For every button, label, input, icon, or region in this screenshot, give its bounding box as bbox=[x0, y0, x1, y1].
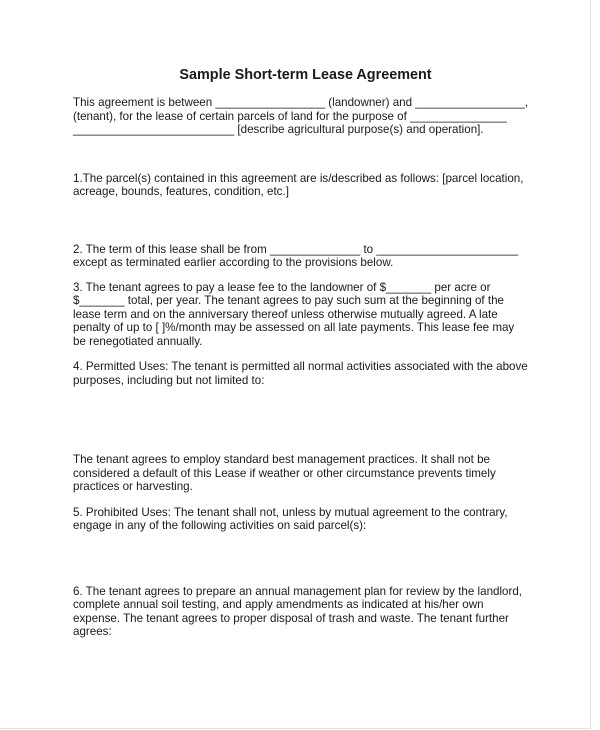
clause-3-lease-fee: 3. The tenant agrees to pay a lease fee to the landowner of $_______ per acre or $_______ total, per year. The tenant agrees to pay such sum at the beginning of the lease term and on the anniversary thereof unless otherwise mutually agreed. A late penalty of up to [ ]%/month may be assessed on all late payments. This lease fee may be renegotiated annually. bbox=[73, 280, 515, 348]
clause-1-parcels: 1.The parcel(s) contained in this agreement are is/described as follows: [parcel location, acreage, bounds, features, condition, etc.] bbox=[73, 171, 524, 198]
clause-2-term: 2. The term of this lease shall be from ______________ to ______________________ except as terminated earlier according to the provisions below. bbox=[73, 242, 519, 269]
clause-5-prohibited-uses: 5. Prohibited Uses: The tenant shall not, unless by mutual agreement to the contrary, engage in any of the following activities on said parcel(s): bbox=[73, 505, 508, 532]
intro-paragraph: This agreement is between _________________ (landowner) and _________________, (tenant), for the lease of certain parcels of land for the purpose of _______________ _________________________ [describe agricultural purpose(s) and operation]. bbox=[73, 96, 529, 136]
clause-4-permitted-uses: 4. Permitted Uses: The tenant is permitted all normal activities associated with the above purposes, including but not limited to: bbox=[73, 360, 528, 387]
clause-6-management-plan: 6. The tenant agrees to prepare an annual management plan for review by the landlord, complete annual soil testing, and apply amendments as indicated at his/her own expense. The tenant agrees to proper disposal of trash and waste. The tenant further agrees: bbox=[73, 584, 523, 638]
best-practices-paragraph: The tenant agrees to employ standard best management practices. It shall not be considered a default of this Lease if weather or other circumstance prevents timely practices or harvesting. bbox=[73, 453, 496, 493]
document-title: Sample Short-term Lease Agreement bbox=[179, 67, 432, 83]
document-body bbox=[73, 67, 538, 639]
